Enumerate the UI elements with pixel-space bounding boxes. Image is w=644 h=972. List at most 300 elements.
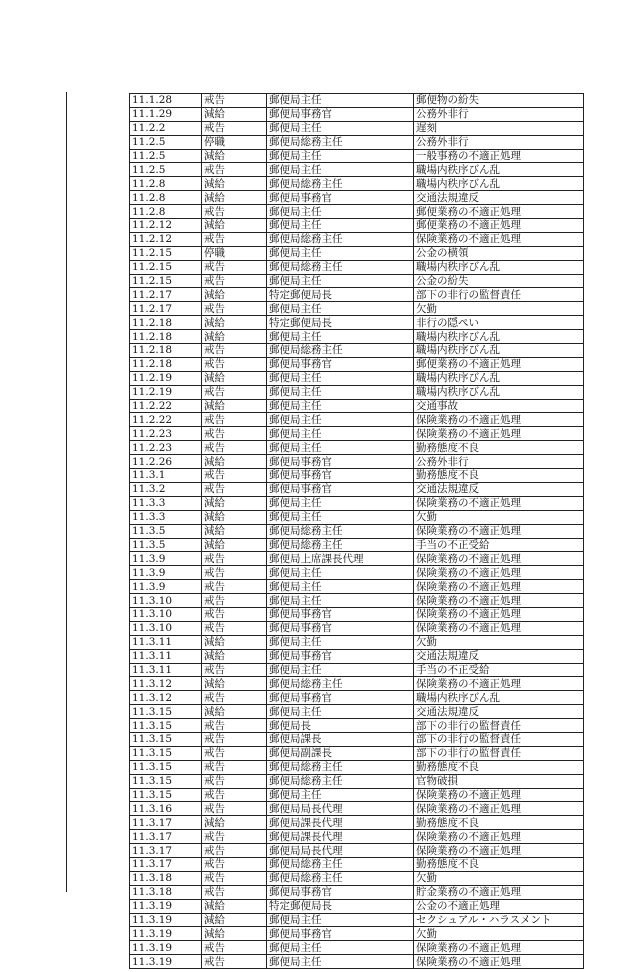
penalty-cell: 戒告	[202, 482, 267, 496]
penalty-cell: 戒告	[202, 607, 267, 621]
table-row	[130, 746, 584, 760]
date-cell: 11.3.15	[130, 719, 202, 733]
reason-cell: 保険業務の不適正処理	[414, 232, 584, 246]
table-row	[130, 385, 584, 399]
penalty-cell: 減給	[202, 399, 267, 413]
penalty-cell: 戒告	[202, 552, 267, 566]
table-row	[130, 344, 584, 358]
date-cell: 11.3.9	[130, 566, 202, 580]
table-row	[130, 621, 584, 635]
penalty-cell: 戒告	[202, 885, 267, 899]
reason-cell: 公金の横領	[414, 246, 584, 260]
penalty-cell: 停職	[202, 246, 267, 260]
position-cell: 郵便局主任	[267, 371, 414, 385]
position-cell: 郵便局総務主任	[267, 871, 414, 885]
position-cell: 郵便局主任	[267, 441, 414, 455]
date-cell: 11.3.9	[130, 580, 202, 594]
position-cell: 郵便局事務官	[267, 691, 414, 705]
date-cell: 11.2.5	[130, 135, 202, 149]
table-row	[130, 927, 584, 941]
penalty-cell: 戒告	[202, 594, 267, 608]
table-row	[130, 677, 584, 691]
date-cell: 11.2.26	[130, 455, 202, 469]
position-cell: 郵便局主任	[267, 246, 414, 260]
table-row	[130, 705, 584, 719]
table-row	[130, 594, 584, 608]
reason-cell: 欠勤	[414, 635, 584, 649]
position-cell: 特定郵便局長	[267, 316, 414, 330]
reason-cell: 保険業務の不適正処理	[414, 566, 584, 580]
position-cell: 郵便局総務主任	[267, 260, 414, 274]
reason-cell: 交通法規違反	[414, 482, 584, 496]
position-cell: 郵便局主任	[267, 149, 414, 163]
table-row	[130, 482, 584, 496]
reason-cell: 部下の非行の監督責任	[414, 746, 584, 760]
date-cell: 11.2.8	[130, 191, 202, 205]
date-cell: 11.3.11	[130, 663, 202, 677]
reason-cell: 職場内秩序びん乱	[414, 371, 584, 385]
table-row	[130, 607, 584, 621]
position-cell: 郵便局主任	[267, 913, 414, 927]
table-row	[130, 649, 584, 663]
disciplinary-actions-table	[129, 93, 584, 969]
date-cell: 11.2.15	[130, 260, 202, 274]
date-cell: 11.3.19	[130, 941, 202, 955]
reason-cell: 勤務態度不良	[414, 469, 584, 483]
table-row	[130, 941, 584, 955]
position-cell: 郵便局総務主任	[267, 177, 414, 191]
penalty-cell: 戒告	[202, 205, 267, 219]
penalty-cell: 減給	[202, 219, 267, 233]
penalty-cell: 戒告	[202, 774, 267, 788]
penalty-cell: 戒告	[202, 719, 267, 733]
position-cell: 郵便局事務官	[267, 107, 414, 121]
position-cell: 郵便局主任	[267, 510, 414, 524]
position-cell: 郵便局事務官	[267, 482, 414, 496]
left-margin-rule	[66, 92, 67, 892]
position-cell: 郵便局総務主任	[267, 344, 414, 358]
date-cell: 11.3.16	[130, 802, 202, 816]
table-row	[130, 399, 584, 413]
date-cell: 11.2.17	[130, 288, 202, 302]
table-row	[130, 219, 584, 233]
table-row	[130, 802, 584, 816]
penalty-cell: 戒告	[202, 566, 267, 580]
table-row	[130, 413, 584, 427]
penalty-cell: 減給	[202, 149, 267, 163]
table-row	[130, 191, 584, 205]
reason-cell: 交通法規違反	[414, 705, 584, 719]
reason-cell: 職場内秩序びん乱	[414, 260, 584, 274]
position-cell: 郵便局課長	[267, 732, 414, 746]
date-cell: 11.3.3	[130, 510, 202, 524]
date-cell: 11.2.12	[130, 232, 202, 246]
date-cell: 11.3.19	[130, 899, 202, 913]
reason-cell: 職場内秩序びん乱	[414, 177, 584, 191]
reason-cell: 郵便物の紛失	[414, 94, 584, 108]
reason-cell: 保険業務の不適正処理	[414, 677, 584, 691]
date-cell: 11.3.15	[130, 760, 202, 774]
table-row	[130, 427, 584, 441]
position-cell: 郵便局事務官	[267, 357, 414, 371]
reason-cell: 欠勤	[414, 302, 584, 316]
date-cell: 11.3.19	[130, 955, 202, 969]
reason-cell: 公務外非行	[414, 135, 584, 149]
penalty-cell: 戒告	[202, 788, 267, 802]
position-cell: 郵便局事務官	[267, 191, 414, 205]
date-cell: 11.3.17	[130, 830, 202, 844]
penalty-cell: 戒告	[202, 94, 267, 108]
date-cell: 11.3.19	[130, 913, 202, 927]
reason-cell: 公務外非行	[414, 455, 584, 469]
date-cell: 11.2.17	[130, 302, 202, 316]
penalty-cell: 戒告	[202, 385, 267, 399]
table-row	[130, 691, 584, 705]
reason-cell: 貯金業務の不適正処理	[414, 885, 584, 899]
reason-cell: 勤務態度不良	[414, 441, 584, 455]
table-row	[130, 274, 584, 288]
position-cell: 郵便局事務官	[267, 621, 414, 635]
date-cell: 11.3.10	[130, 621, 202, 635]
date-cell: 11.3.3	[130, 496, 202, 510]
penalty-cell: 戒告	[202, 302, 267, 316]
reason-cell: 交通事故	[414, 399, 584, 413]
reason-cell: 保険業務の不適正処理	[414, 941, 584, 955]
penalty-cell: 戒告	[202, 955, 267, 969]
penalty-cell: 戒告	[202, 344, 267, 358]
penalty-cell: 減給	[202, 899, 267, 913]
table-row	[130, 316, 584, 330]
penalty-cell: 戒告	[202, 830, 267, 844]
table-row	[130, 441, 584, 455]
position-cell: 郵便局主任	[267, 121, 414, 135]
reason-cell: 交通法規違反	[414, 191, 584, 205]
position-cell: 郵便局事務官	[267, 927, 414, 941]
table-row	[130, 524, 584, 538]
penalty-cell: 戒告	[202, 802, 267, 816]
table-row	[130, 538, 584, 552]
reason-cell: 交通法規違反	[414, 649, 584, 663]
position-cell: 郵便局主任	[267, 385, 414, 399]
table-row	[130, 857, 584, 871]
date-cell: 11.2.19	[130, 371, 202, 385]
reason-cell: 保険業務の不適正処理	[414, 580, 584, 594]
reason-cell: 保険業務の不適正処理	[414, 427, 584, 441]
position-cell: 郵便局主任	[267, 705, 414, 719]
position-cell: 郵便局事務官	[267, 649, 414, 663]
reason-cell: 非行の隠ぺい	[414, 316, 584, 330]
table-row	[130, 455, 584, 469]
date-cell: 11.2.22	[130, 413, 202, 427]
position-cell: 郵便局主任	[267, 635, 414, 649]
date-cell: 11.1.28	[130, 94, 202, 108]
date-cell: 11.3.15	[130, 732, 202, 746]
date-cell: 11.3.17	[130, 857, 202, 871]
date-cell: 11.2.15	[130, 246, 202, 260]
table-row	[130, 899, 584, 913]
table-row	[130, 635, 584, 649]
reason-cell: 保険業務の不適正処理	[414, 802, 584, 816]
penalty-cell: 減給	[202, 913, 267, 927]
reason-cell: 職場内秩序びん乱	[414, 385, 584, 399]
penalty-cell: 減給	[202, 510, 267, 524]
position-cell: 郵便局総務主任	[267, 760, 414, 774]
date-cell: 11.2.22	[130, 399, 202, 413]
table-row	[130, 121, 584, 135]
penalty-cell: 戒告	[202, 121, 267, 135]
date-cell: 11.2.15	[130, 274, 202, 288]
position-cell: 郵便局事務官	[267, 885, 414, 899]
date-cell: 11.2.23	[130, 441, 202, 455]
reason-cell: 部下の非行の監督責任	[414, 288, 584, 302]
penalty-cell: 減給	[202, 371, 267, 385]
position-cell: 郵便局主任	[267, 496, 414, 510]
date-cell: 11.2.19	[130, 385, 202, 399]
date-cell: 11.3.15	[130, 774, 202, 788]
date-cell: 11.2.18	[130, 316, 202, 330]
penalty-cell: 減給	[202, 705, 267, 719]
position-cell: 郵便局課長代理	[267, 830, 414, 844]
penalty-cell: 減給	[202, 927, 267, 941]
date-cell: 11.3.10	[130, 607, 202, 621]
reason-cell: 保険業務の不適正処理	[414, 955, 584, 969]
position-cell: 郵便局主任	[267, 163, 414, 177]
position-cell: 郵便局主任	[267, 399, 414, 413]
reason-cell: 保険業務の不適正処理	[414, 413, 584, 427]
position-cell: 郵便局総務主任	[267, 857, 414, 871]
reason-cell: セクシュアル・ハラスメント	[414, 913, 584, 927]
position-cell: 特定郵便局長	[267, 288, 414, 302]
penalty-cell: 戒告	[202, 760, 267, 774]
date-cell: 11.2.5	[130, 149, 202, 163]
position-cell: 郵便局総務主任	[267, 774, 414, 788]
table-row	[130, 288, 584, 302]
penalty-cell: 戒告	[202, 260, 267, 274]
table-row	[130, 469, 584, 483]
date-cell: 11.1.29	[130, 107, 202, 121]
date-cell: 11.2.2	[130, 121, 202, 135]
position-cell: 特定郵便局長	[267, 899, 414, 913]
position-cell: 郵便局課長代理	[267, 816, 414, 830]
date-cell: 11.3.2	[130, 482, 202, 496]
reason-cell: 公金の紛失	[414, 274, 584, 288]
position-cell: 郵便局主任	[267, 413, 414, 427]
penalty-cell: 戒告	[202, 232, 267, 246]
date-cell: 11.3.10	[130, 594, 202, 608]
table-row	[130, 760, 584, 774]
table-row	[130, 163, 584, 177]
table-row	[130, 302, 584, 316]
position-cell: 郵便局主任	[267, 205, 414, 219]
penalty-cell: 戒告	[202, 663, 267, 677]
reason-cell: 勤務態度不良	[414, 857, 584, 871]
table-row	[130, 913, 584, 927]
penalty-cell: 減給	[202, 649, 267, 663]
reason-cell: 欠勤	[414, 510, 584, 524]
position-cell: 郵便局主任	[267, 941, 414, 955]
position-cell: 郵便局主任	[267, 580, 414, 594]
table-body	[130, 94, 584, 969]
table-row	[130, 107, 584, 121]
position-cell: 郵便局総務主任	[267, 524, 414, 538]
penalty-cell: 戒告	[202, 580, 267, 594]
penalty-cell: 減給	[202, 455, 267, 469]
table-row	[130, 816, 584, 830]
position-cell: 郵便局事務官	[267, 607, 414, 621]
position-cell: 郵便局主任	[267, 594, 414, 608]
date-cell: 11.3.15	[130, 788, 202, 802]
date-cell: 11.3.12	[130, 677, 202, 691]
penalty-cell: 減給	[202, 107, 267, 121]
date-cell: 11.3.9	[130, 552, 202, 566]
reason-cell: 保険業務の不適正処理	[414, 594, 584, 608]
date-cell: 11.2.8	[130, 205, 202, 219]
reason-cell: 保険業務の不適正処理	[414, 552, 584, 566]
reason-cell: 職場内秩序びん乱	[414, 344, 584, 358]
table-row	[130, 580, 584, 594]
position-cell: 郵便局主任	[267, 566, 414, 580]
table-row	[130, 732, 584, 746]
date-cell: 11.3.11	[130, 649, 202, 663]
penalty-cell: 戒告	[202, 844, 267, 858]
date-cell: 11.2.23	[130, 427, 202, 441]
penalty-cell: 減給	[202, 816, 267, 830]
reason-cell: 郵便業務の不適正処理	[414, 219, 584, 233]
table-row	[130, 260, 584, 274]
penalty-cell: 戒告	[202, 413, 267, 427]
reason-cell: 職場内秩序びん乱	[414, 163, 584, 177]
date-cell: 11.3.12	[130, 691, 202, 705]
position-cell: 郵便局主任	[267, 302, 414, 316]
date-cell: 11.3.17	[130, 844, 202, 858]
table-row	[130, 149, 584, 163]
table-row	[130, 330, 584, 344]
reason-cell: 勤務態度不良	[414, 760, 584, 774]
penalty-cell: 減給	[202, 177, 267, 191]
penalty-cell: 戒告	[202, 427, 267, 441]
penalty-cell: 減給	[202, 677, 267, 691]
reason-cell: 保険業務の不適正処理	[414, 607, 584, 621]
penalty-cell: 戒告	[202, 941, 267, 955]
penalty-cell: 減給	[202, 330, 267, 344]
penalty-cell: 減給	[202, 316, 267, 330]
date-cell: 11.2.18	[130, 357, 202, 371]
position-cell: 郵便局主任	[267, 274, 414, 288]
date-cell: 11.3.18	[130, 871, 202, 885]
reason-cell: 公金の不適正処理	[414, 899, 584, 913]
date-cell: 11.2.5	[130, 163, 202, 177]
table-row	[130, 788, 584, 802]
table-row	[130, 94, 584, 108]
date-cell: 11.3.5	[130, 524, 202, 538]
date-cell: 11.2.8	[130, 177, 202, 191]
penalty-cell: 減給	[202, 538, 267, 552]
reason-cell: 一般事務の不適正処理	[414, 149, 584, 163]
penalty-cell: 減給	[202, 524, 267, 538]
table-row	[130, 205, 584, 219]
date-cell: 11.3.18	[130, 885, 202, 899]
position-cell: 郵便局主任	[267, 788, 414, 802]
position-cell: 郵便局上席課長代理	[267, 552, 414, 566]
table-row	[130, 357, 584, 371]
date-cell: 11.3.17	[130, 816, 202, 830]
table-row	[130, 663, 584, 677]
position-cell: 郵便局総務主任	[267, 538, 414, 552]
date-cell: 11.3.15	[130, 705, 202, 719]
position-cell: 郵便局総務主任	[267, 232, 414, 246]
penalty-cell: 戒告	[202, 163, 267, 177]
penalty-cell: 減給	[202, 496, 267, 510]
penalty-cell: 減給	[202, 288, 267, 302]
table-row	[130, 510, 584, 524]
position-cell: 郵便局局長代理	[267, 844, 414, 858]
reason-cell: 保険業務の不適正処理	[414, 496, 584, 510]
reason-cell: 官物破損	[414, 774, 584, 788]
position-cell: 郵便局総務主任	[267, 135, 414, 149]
reason-cell: 保険業務の不適正処理	[414, 844, 584, 858]
position-cell: 郵便局局長代理	[267, 802, 414, 816]
table-row	[130, 246, 584, 260]
penalty-cell: 戒告	[202, 274, 267, 288]
reason-cell: 手当の不正受給	[414, 663, 584, 677]
reason-cell: 保険業務の不適正処理	[414, 830, 584, 844]
table-row	[130, 552, 584, 566]
table-row	[130, 371, 584, 385]
date-cell: 11.2.18	[130, 330, 202, 344]
penalty-cell: 戒告	[202, 469, 267, 483]
reason-cell: 勤務態度不良	[414, 816, 584, 830]
penalty-cell: 戒告	[202, 732, 267, 746]
penalty-cell: 減給	[202, 191, 267, 205]
penalty-cell: 戒告	[202, 441, 267, 455]
table-row	[130, 135, 584, 149]
position-cell: 郵便局主任	[267, 94, 414, 108]
penalty-cell: 戒告	[202, 357, 267, 371]
position-cell: 郵便局長	[267, 719, 414, 733]
date-cell: 11.2.18	[130, 344, 202, 358]
table-row	[130, 232, 584, 246]
table-row	[130, 871, 584, 885]
table-row	[130, 955, 584, 969]
reason-cell: 欠勤	[414, 927, 584, 941]
penalty-cell: 戒告	[202, 746, 267, 760]
date-cell: 11.2.12	[130, 219, 202, 233]
reason-cell: 職場内秩序びん乱	[414, 330, 584, 344]
position-cell: 郵便局主任	[267, 219, 414, 233]
position-cell: 郵便局副課長	[267, 746, 414, 760]
date-cell: 11.3.1	[130, 469, 202, 483]
position-cell: 郵便局総務主任	[267, 677, 414, 691]
date-cell: 11.3.15	[130, 746, 202, 760]
reason-cell: 郵便業務の不適正処理	[414, 205, 584, 219]
reason-cell: 手当の不正受給	[414, 538, 584, 552]
penalty-cell: 戒告	[202, 621, 267, 635]
position-cell: 郵便局主任	[267, 427, 414, 441]
reason-cell: 職場内秩序びん乱	[414, 691, 584, 705]
reason-cell: 部下の非行の監督責任	[414, 719, 584, 733]
date-cell: 11.3.5	[130, 538, 202, 552]
penalty-cell: 戒告	[202, 691, 267, 705]
date-cell: 11.3.19	[130, 927, 202, 941]
position-cell: 郵便局事務官	[267, 469, 414, 483]
penalty-cell: 減給	[202, 635, 267, 649]
position-cell: 郵便局主任	[267, 955, 414, 969]
table-row	[130, 719, 584, 733]
reason-cell: 保険業務の不適正処理	[414, 788, 584, 802]
table-row	[130, 177, 584, 191]
position-cell: 郵便局主任	[267, 330, 414, 344]
position-cell: 郵便局主任	[267, 663, 414, 677]
